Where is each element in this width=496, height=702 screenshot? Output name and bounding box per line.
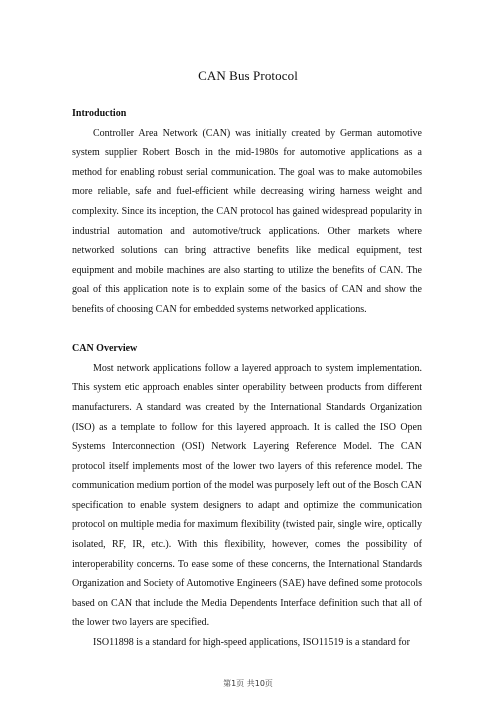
section-heading-introduction: Introduction xyxy=(72,108,127,119)
overview-paragraph-1: Most network applications follow a layered approach to system implementation. This system etic approach enables sinter operability between products from different manufacturers. A standard was created by the International Standards Organization (ISO) as a template to follow for this layered approach. It is called the ISO Open Systems Interconnection (OSI) Network Layering Reference Model. The CAN protocol itself implements most of the lower two layers of this reference model. The communication medium portion of the model was purposely left out of the Bosch CAN specification to enable system designers to adapt and optimize the communication protocol on multiple media for maximum flexibility (twisted pair, single wire, optically isolated, RF, IR, etc.). With this flexibility, however, comes the possibility of interoperability concerns. To ease some of these concerns, the International Standards Organization and Society of Automotive Engineers (SAE) have defined some protocols based on CAN that include the Media Dependents Interface definition such that all of the lower two layers are specified. xyxy=(72,362,422,629)
document-body xyxy=(72,104,422,653)
overview-paragraph-2: ISO11898 is a standard for high-speed applications, ISO11519 is a standard for xyxy=(93,637,410,649)
document-title: CAN Bus Protocol xyxy=(198,68,298,83)
introduction-paragraph: Controller Area Network (CAN) was initially created by German automotive system supplier Robert Bosch in the mid-1980s for automotive applications as a method for enabling robust serial communication. The goal was to make automobiles more reliable, safe and fuel-efficient while decreasing wiring harness weight and complexity. Since its inception, the CAN protocol has gained widespread popularity in industrial automation and automotive/truck applications. Other markets where networked solutions can bring attractive benefits like medical equipment, test equipment and mobile machines are also starting to utilize the benefits of CAN. The goal of this application note is to explain some of the basics of CAN and show the benefits of choosing CAN for embedded systems networked applications. xyxy=(72,127,422,315)
section-heading-can-overview: CAN Overview xyxy=(72,343,138,355)
page-number-footer: 第1页 共10页 xyxy=(223,679,273,688)
